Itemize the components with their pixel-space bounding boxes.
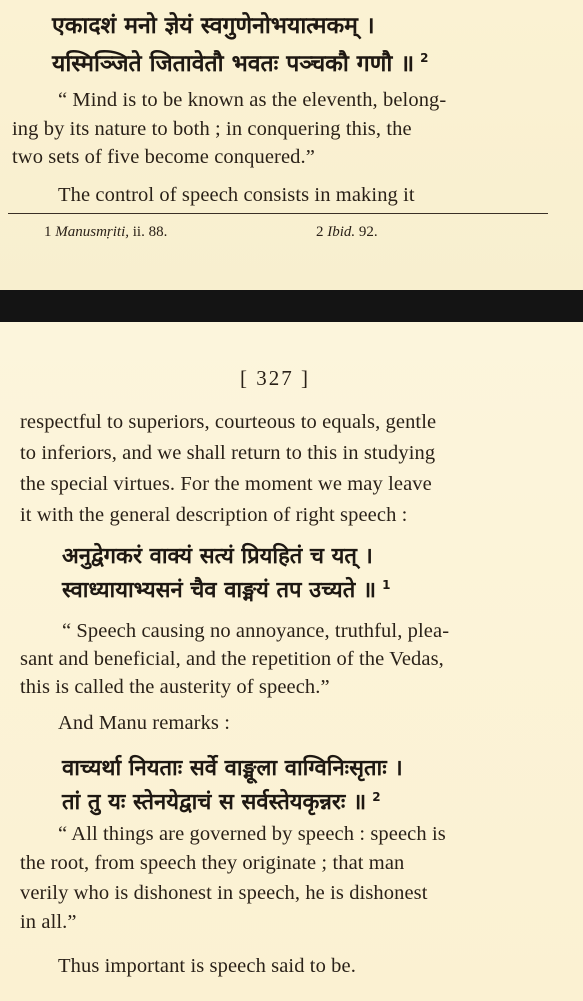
quote-line: “ Speech causing no annoyance, truthful, plea- <box>62 620 450 642</box>
sanskrit-verse-text: यस्मिञ्जिते जितावेतौ भवतः पञ्चकौ गणौ ॥ <box>52 51 415 77</box>
paragraph-line: it with the general description of right speech : <box>20 504 408 526</box>
sanskrit-verse-line: अनुद्वेगकरं वाक्यं सत्यं प्रियहितं च यत् । <box>62 544 373 569</box>
sanskrit-verse-text: तां तु यः स्तेनयेद्वाचं स सर्वस्तेयकृन्नरः ॥ <box>62 790 367 815</box>
footnote-title: Manusmṛiti, <box>55 224 130 240</box>
quote-line: “ Mind is to be known as the eleventh, belong- <box>58 89 447 111</box>
sanskrit-verse-line: वाच्यर्था नियताः सर्वे वाङ्मूला वाग्विनिःसृताः । <box>62 756 403 781</box>
footnote-number: 1 <box>44 224 52 240</box>
footnote-marker: 2 <box>372 789 381 804</box>
footnote-reference: ii. 88. <box>132 224 168 240</box>
footnote-number: 2 <box>316 224 324 240</box>
sanskrit-verse-line <box>52 46 429 78</box>
page-gap-band <box>0 290 583 322</box>
footnote-1 <box>44 224 167 241</box>
sanskrit-verse-text: स्वाध्यायाभ्यसनं चैव वाङ्मयं तप उच्यते ॥ <box>62 578 377 603</box>
quote-line: verily who is dishonest in speech, he is dishonest <box>20 882 428 904</box>
paragraph-line: respectful to superiors, courteous to equals, gentle <box>20 411 437 433</box>
quote-line: ing by its nature to both ; in conquering this, the <box>12 118 412 140</box>
paragraph-line: to inferiors, and we shall return to this in studying <box>20 442 436 464</box>
quote-line: “ All things are governed by speech : speech is <box>58 823 446 845</box>
quote-line: the root, from speech they originate ; that man <box>20 852 405 874</box>
sanskrit-verse-line <box>62 574 390 604</box>
footnote-title: Ibid. <box>327 224 356 240</box>
page-number: [ 327 ] <box>240 366 310 390</box>
quote-line: this is called the austerity of speech.” <box>20 676 330 698</box>
footnote-2 <box>316 224 378 241</box>
sanskrit-verse-line <box>62 786 381 816</box>
top-page-fragment <box>0 0 583 290</box>
paragraph-line: And Manu remarks : <box>58 712 231 734</box>
quote-line: sant and beneficial, and the repetition of the Vedas, <box>20 648 444 670</box>
sanskrit-verse-line: एकादशं मनो ज्ञेयं स्वगुणेनोभयात्मकम् । <box>52 13 375 39</box>
footnote-reference: 92. <box>358 224 378 240</box>
footnote-rule <box>8 213 548 214</box>
paragraph-line: Thus important is speech said to be. <box>58 955 356 977</box>
footnote-marker: 1 <box>382 577 391 592</box>
paragraph-line: the special virtues. For the moment we may leave <box>20 473 432 495</box>
quote-line: two sets of five become conquered.” <box>12 146 315 168</box>
quote-line: in all.” <box>20 911 77 933</box>
footnote-marker: 2 <box>420 51 429 66</box>
paragraph-line: The control of speech consists in making it <box>58 184 415 206</box>
